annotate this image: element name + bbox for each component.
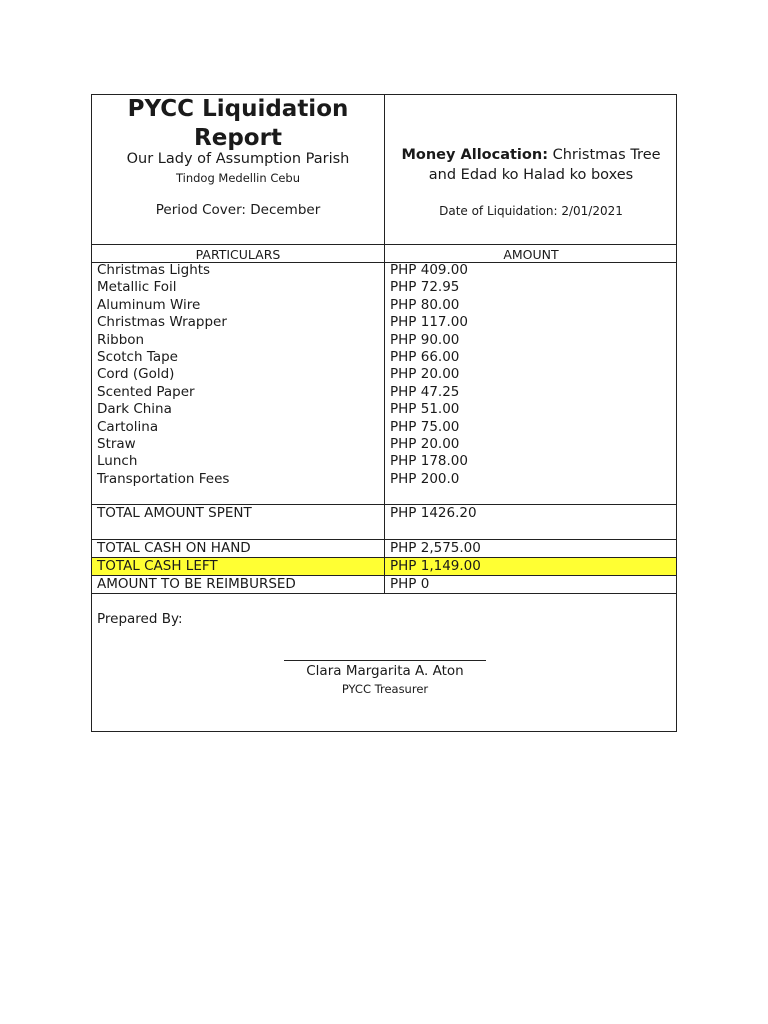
prepared-by-label: Prepared By: xyxy=(97,611,183,627)
list-item: Lunch xyxy=(97,453,138,470)
report-title xyxy=(92,95,384,153)
col-header-particulars: PARTICULARS xyxy=(195,247,281,262)
total-spent-value: PHP 1426.20 xyxy=(390,505,477,521)
signatory-role: PYCC Treasurer xyxy=(341,682,429,696)
header-divider xyxy=(92,244,676,245)
list-item-amount: PHP 20.00 xyxy=(390,366,460,383)
cash-left-label: TOTAL CASH LEFT xyxy=(97,558,218,574)
list-item: Metallic Foil xyxy=(97,279,177,296)
list-item-amount: PHP 409.00 xyxy=(390,262,468,278)
cash-on-hand-value: PHP 2,575.00 xyxy=(390,540,481,556)
title-line-2: Report xyxy=(194,125,282,151)
list-item: Aluminum Wire xyxy=(97,296,201,313)
list-item: Scented Paper xyxy=(97,383,195,400)
list-item-amount: PHP 51.00 xyxy=(390,401,460,418)
date-of-liquidation: Date of Liquidation: 2/01/2021 xyxy=(439,204,623,218)
liquidation-report xyxy=(91,94,677,732)
list-item: Ribbon xyxy=(97,331,145,348)
parish-location: Tindog Medellin Cebu xyxy=(175,171,301,185)
money-allocation-line-1: Christmas Tree xyxy=(552,147,661,163)
reimburse-value: PHP 0 xyxy=(390,576,430,592)
title-line-1: PYCC Liquidation xyxy=(127,96,349,122)
total-spent-label: TOTAL AMOUNT SPENT xyxy=(97,505,252,521)
amounts-list xyxy=(390,262,468,488)
cash-on-hand-label: TOTAL CASH ON HAND xyxy=(97,540,251,556)
list-item-amount: PHP 66.00 xyxy=(390,348,460,365)
list-item: Christmas Wrapper xyxy=(97,314,227,331)
list-item: Scotch Tape xyxy=(97,348,178,365)
signatory-name: Clara Margarita A. Aton xyxy=(306,663,464,679)
signature-line xyxy=(284,660,486,661)
list-item-amount: PHP 178.00 xyxy=(390,453,468,470)
list-item: Transportation Fees xyxy=(97,470,230,487)
particulars-list xyxy=(97,262,229,488)
list-item: Dark China xyxy=(97,401,172,418)
parish-name: Our Lady of Assumption Parish xyxy=(126,151,350,167)
money-allocation-line-2: and Edad ko Halad ko boxes xyxy=(428,167,634,183)
list-item: Christmas Lights xyxy=(97,262,211,278)
list-item-amount: PHP 20.00 xyxy=(390,435,460,452)
col-header-amount: AMOUNT xyxy=(503,247,559,262)
list-item: Cartolina xyxy=(97,418,159,435)
table-bottom-divider xyxy=(92,593,676,594)
money-allocation xyxy=(385,145,677,185)
money-allocation-label: Money Allocation: xyxy=(401,147,548,163)
list-item: Cord (Gold) xyxy=(97,366,175,383)
list-item-amount: PHP 90.00 xyxy=(390,331,460,348)
list-item-amount: PHP 200.0 xyxy=(390,470,460,487)
list-item-amount: PHP 75.00 xyxy=(390,418,460,435)
list-item-amount: PHP 117.00 xyxy=(390,314,468,331)
list-item-amount: PHP 80.00 xyxy=(390,296,460,313)
cash-left-value: PHP 1,149.00 xyxy=(390,558,481,574)
list-item-amount: PHP 72.95 xyxy=(390,279,460,296)
reimburse-label: AMOUNT TO BE REIMBURSED xyxy=(97,576,296,592)
list-item-amount: PHP 47.25 xyxy=(390,383,460,400)
list-item: Straw xyxy=(97,435,136,452)
period-cover: Period Cover: December xyxy=(155,202,321,218)
